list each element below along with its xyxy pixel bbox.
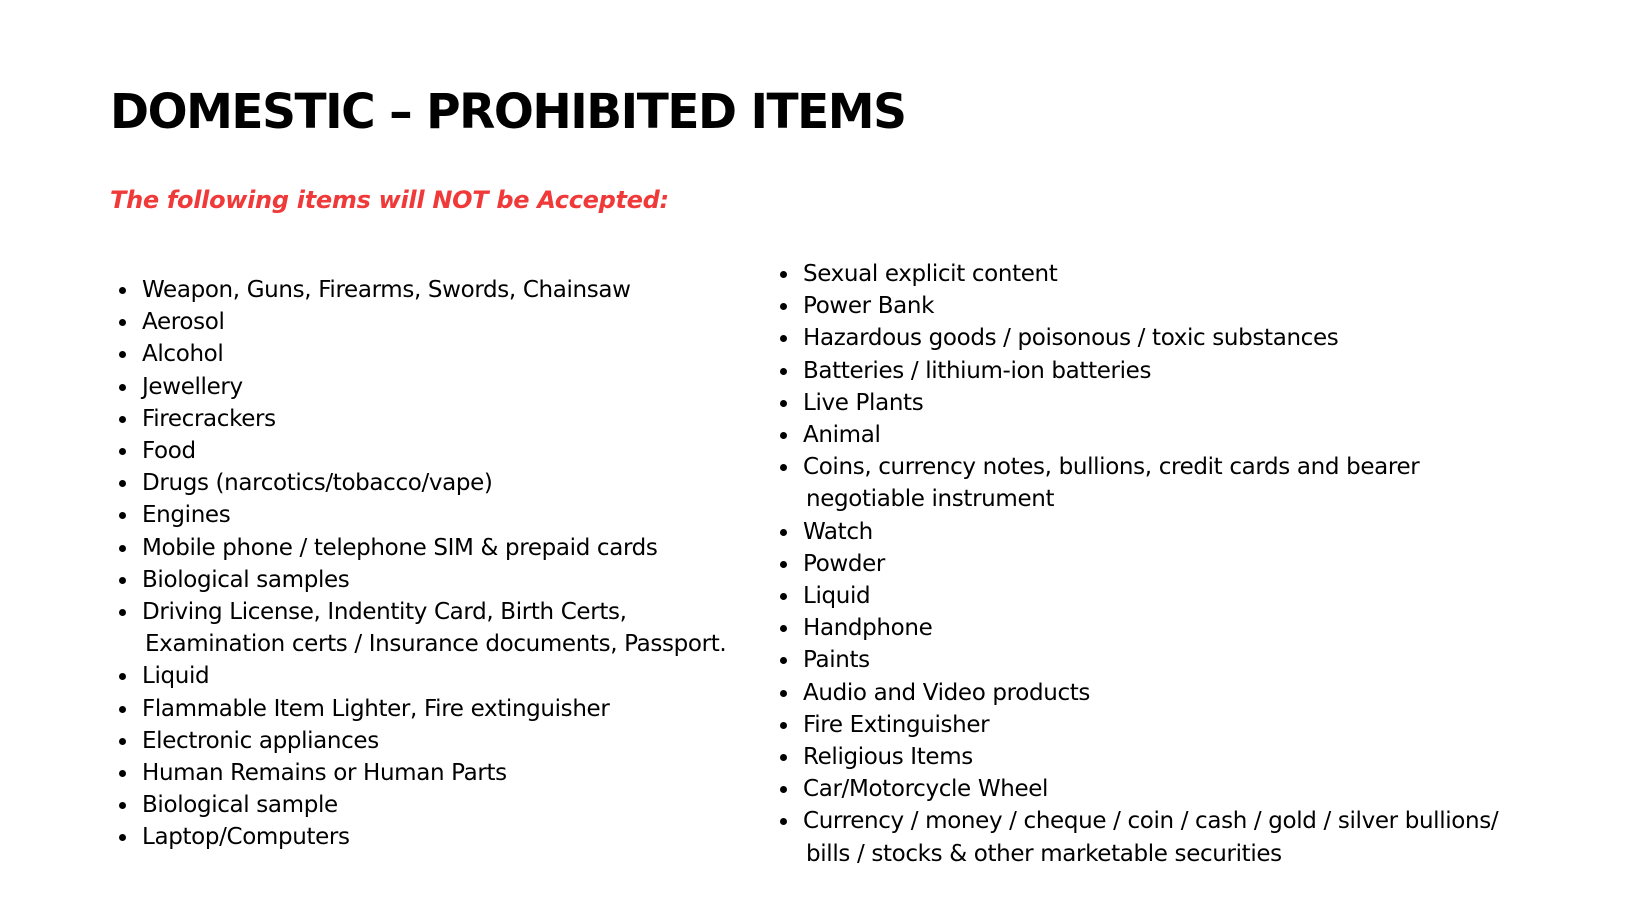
list-item bbox=[772, 516, 1498, 548]
list-item bbox=[772, 548, 1498, 580]
list-item-text: Watch bbox=[803, 518, 873, 545]
list-item bbox=[772, 451, 1498, 515]
list-item bbox=[772, 612, 1498, 644]
list-item-text: Laptop/Computers bbox=[142, 824, 350, 851]
list-item-text: Mobile phone / telephone SIM & prepaid cards bbox=[142, 534, 658, 561]
list-item-text: Batteries / lithium-ion batteries bbox=[803, 357, 1152, 384]
list-item-text: Fire Extinguisher bbox=[803, 711, 990, 738]
list-item bbox=[772, 709, 1498, 741]
list-item-text: Powder bbox=[803, 550, 886, 577]
list-item bbox=[111, 403, 726, 435]
list-item bbox=[772, 419, 1498, 451]
list-item bbox=[111, 564, 726, 596]
page-title: DOMESTIC – PROHIBITED ITEMS bbox=[110, 84, 906, 140]
list-item-text: Aerosol bbox=[142, 309, 225, 336]
list-item-text: Alcohol bbox=[142, 341, 224, 368]
list-item-text: Biological sample bbox=[142, 792, 338, 819]
list-item-text: Sexual explicit content bbox=[803, 261, 1058, 287]
list-item bbox=[111, 693, 726, 725]
list-item bbox=[772, 387, 1498, 419]
list-item bbox=[772, 258, 1498, 290]
prohibited-items-list-left bbox=[111, 274, 726, 854]
list-item-text: Handphone bbox=[803, 615, 933, 642]
list-item-text: Currency / money / cheque / coin / cash / gold / silver bullions/ bbox=[803, 808, 1499, 835]
list-item-text: Audio and Video products bbox=[803, 679, 1091, 706]
list-item bbox=[772, 677, 1498, 709]
list-item bbox=[111, 821, 726, 853]
list-item-text: Paints bbox=[803, 647, 870, 674]
list-item bbox=[111, 306, 726, 338]
list-item-text: Coins, currency notes, bullions, credit cards and bearer bbox=[803, 454, 1420, 481]
list-item bbox=[772, 773, 1498, 805]
list-item-text: Flammable Item Lighter, Fire extinguisher bbox=[142, 695, 610, 722]
list-item-text: Human Remains or Human Parts bbox=[142, 760, 507, 787]
list-item-text-continued: negotiable instrument bbox=[806, 486, 1055, 513]
list-item-text: Biological samples bbox=[142, 566, 350, 593]
list-item-text: Hazardous goods / poisonous / toxic substances bbox=[803, 325, 1339, 352]
page-subtitle: The following items will NOT be Accepted: bbox=[110, 186, 669, 214]
list-item-text: Electronic appliances bbox=[142, 727, 379, 754]
list-item bbox=[772, 580, 1498, 612]
list-item bbox=[111, 757, 726, 789]
list-item bbox=[111, 467, 726, 499]
list-item bbox=[111, 660, 726, 692]
list-item-text: Religious Items bbox=[803, 744, 973, 771]
list-item-text: Engines bbox=[142, 502, 231, 529]
list-item-text: Liquid bbox=[142, 663, 210, 690]
list-item bbox=[111, 725, 726, 757]
list-item-text: Liquid bbox=[803, 583, 871, 610]
list-item bbox=[111, 338, 726, 370]
list-item-text-continued: Examination certs / Insurance documents, Passport. bbox=[145, 631, 727, 658]
list-item-text: Driving License, Indentity Card, Birth Certs, bbox=[142, 599, 627, 626]
list-item-text: Jewellery bbox=[142, 373, 243, 400]
list-item bbox=[111, 596, 726, 660]
list-item-text-continued: bills / stocks & other marketable securities bbox=[806, 840, 1282, 867]
list-item-text: Power Bank bbox=[803, 293, 935, 320]
list-item bbox=[111, 499, 726, 531]
list-item bbox=[772, 322, 1498, 354]
list-item bbox=[111, 371, 726, 403]
list-item bbox=[772, 644, 1498, 676]
list-item-text: Firecrackers bbox=[142, 405, 276, 432]
list-item bbox=[772, 355, 1498, 387]
list-item-text: Food bbox=[142, 438, 196, 465]
list-item-text: Drugs (narcotics/tobacco/vape) bbox=[142, 470, 493, 497]
list-item bbox=[772, 741, 1498, 773]
list-item bbox=[111, 532, 726, 564]
list-item bbox=[111, 435, 726, 467]
list-item-text: Animal bbox=[803, 422, 881, 449]
list-item-text: Weapon, Guns, Firearms, Swords, Chainsaw bbox=[142, 277, 631, 303]
prohibited-items-list-right bbox=[772, 258, 1498, 870]
list-item-text: Car/Motorcycle Wheel bbox=[803, 776, 1049, 803]
list-item bbox=[772, 290, 1498, 322]
list-item bbox=[111, 274, 726, 306]
list-item bbox=[111, 789, 726, 821]
list-item bbox=[772, 805, 1498, 869]
list-item-text: Live Plants bbox=[803, 389, 924, 416]
